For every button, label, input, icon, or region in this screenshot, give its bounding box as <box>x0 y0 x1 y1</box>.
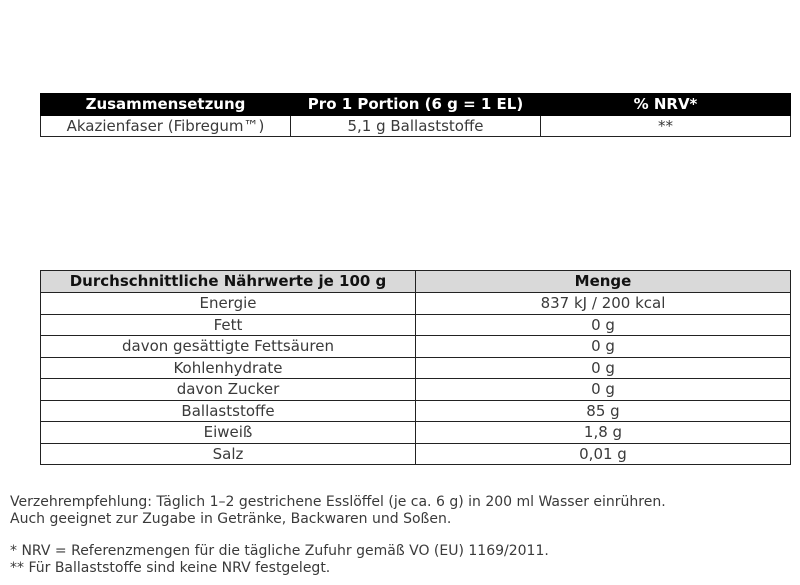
nutrient-cell: Energie <box>41 293 416 315</box>
nutrition-header-row <box>41 271 791 293</box>
nutrient-cell: Ballaststoffe <box>41 400 416 422</box>
amount-cell: 0 g <box>416 379 791 401</box>
table-row <box>41 336 791 358</box>
usage-line: Auch geeignet zur Zugabe in Getränke, Backwaren und Soßen. <box>10 511 452 527</box>
composition-header-row <box>41 94 791 116</box>
table-row <box>41 293 791 315</box>
amount-cell: 85 g <box>416 400 791 422</box>
amount-cell: 0 g <box>416 357 791 379</box>
amount-cell: 0,01 g <box>416 443 791 465</box>
table-row <box>41 357 791 379</box>
amount-cell: 0 g <box>416 314 791 336</box>
portion-cell: 5,1 g Ballaststoffe <box>291 116 541 137</box>
usage-recommendation <box>10 494 666 528</box>
amount-cell: 0 g <box>416 336 791 358</box>
table-row <box>41 314 791 336</box>
amount-cell: 837 kJ / 200 kcal <box>416 293 791 315</box>
table-row <box>41 422 791 444</box>
table-row <box>41 443 791 465</box>
table-row <box>41 379 791 401</box>
footnotes <box>10 543 549 577</box>
composition-header-portion: Pro 1 Portion (6 g = 1 EL) <box>291 94 541 116</box>
nutrient-cell: Salz <box>41 443 416 465</box>
usage-line: Verzehrempfehlung: Täglich 1–2 gestrichene Esslöffel (je ca. 6 g) in 200 ml Wasser einrühren. <box>10 494 666 510</box>
ingredient-cell: Akazienfaser (Fibregum™) <box>41 116 291 137</box>
amount-cell: 1,8 g <box>416 422 791 444</box>
nutrient-cell: Kohlenhydrate <box>41 357 416 379</box>
footnote-fiber: ** Für Ballaststoffe sind keine NRV festgelegt. <box>10 560 331 576</box>
nutrition-header-amount: Menge <box>416 271 791 293</box>
nutrient-cell: Eiweiß <box>41 422 416 444</box>
nutrient-cell: davon gesättigte Fettsäuren <box>41 336 416 358</box>
nutrition-table <box>40 270 791 465</box>
footnote-nrv: * NRV = Referenzmengen für die tägliche Zufuhr gemäß VO (EU) 1169/2011. <box>10 543 549 559</box>
nrv-cell: ** <box>541 116 791 137</box>
nutrition-header-nutrient: Durchschnittliche Nährwerte je 100 g <box>41 271 416 293</box>
composition-table <box>40 93 791 137</box>
table-row <box>41 116 791 137</box>
nutrient-cell: Fett <box>41 314 416 336</box>
table-row <box>41 400 791 422</box>
composition-header-ingredient: Zusammensetzung <box>41 94 291 116</box>
nutrient-cell: davon Zucker <box>41 379 416 401</box>
composition-header-nrv: % NRV* <box>541 94 791 116</box>
